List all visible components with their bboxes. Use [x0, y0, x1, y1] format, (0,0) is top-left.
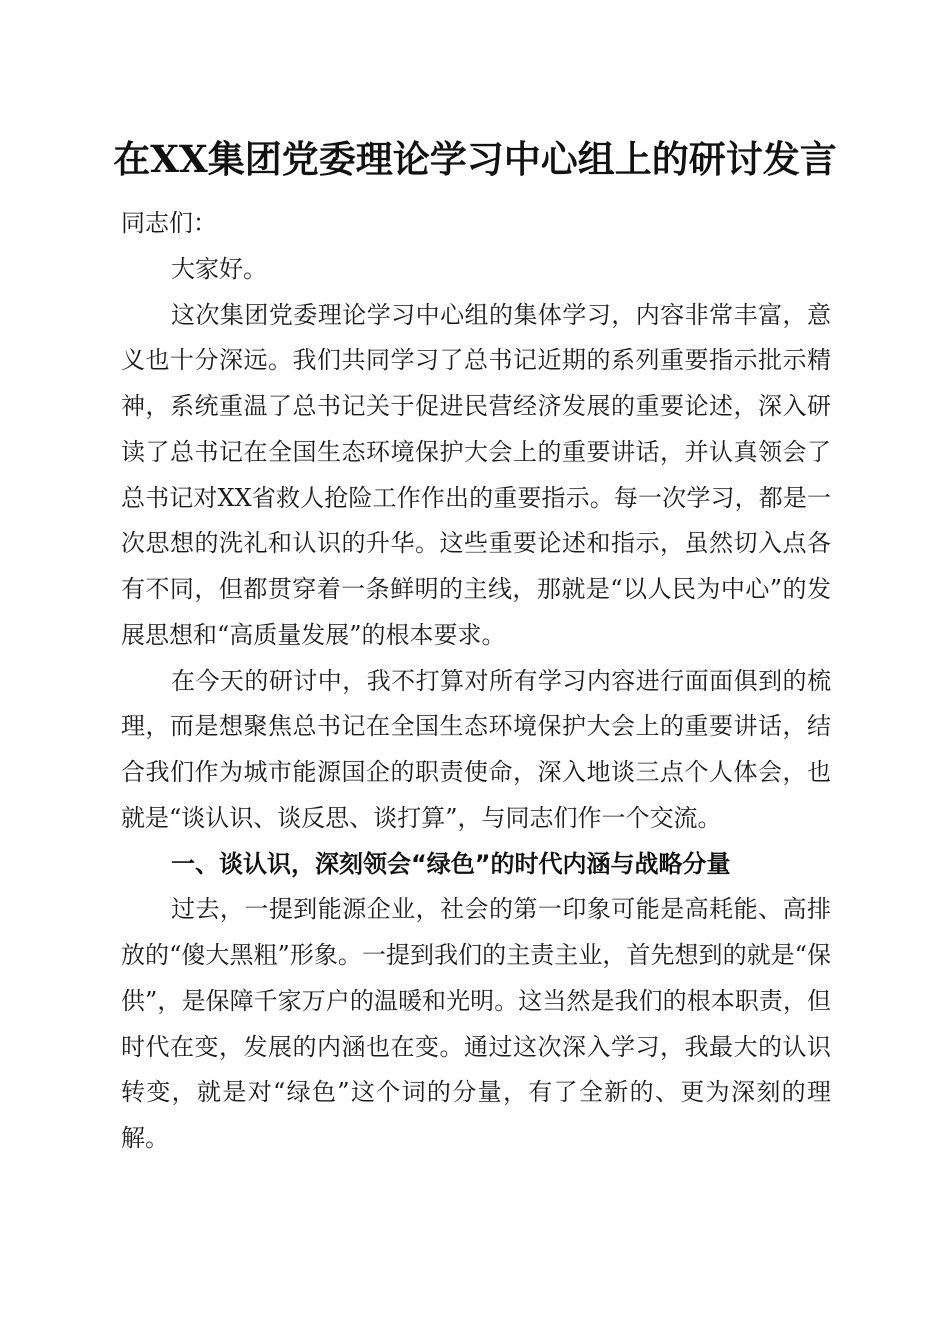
document-body	[121, 201, 831, 1162]
paragraph-intro: 这次集团党委理论学习中心组的集体学习，内容非常丰富，意义也十分深远。我们共同学习了总书记近期的系列重要指示批示精神，系统重温了总书记关于促进民营经济发展的重要论述，深入研读了总书记在全国生态环境保护大会上的重要讲话，并认真领会了总书记对XX省救人抢险工作作出的重要指示。每一次学习，都是一次思想的洗礼和认识的升华。这些重要论述和指示，虽然切入点各有不同，但都贯穿着一条鲜明的主线，那就是“以人民为中心”的发展思想和“高质量发展”的根本要求。	[121, 300, 831, 649]
section-1-paragraph: 过去，一提到能源企业，社会的第一印象可能是高耗能、高排放的“傻大黑粗”形象。一提到我们的主责主业，首先想到的就是“保供”，是保障千家万户的温暖和光明。这当然是我们的根本职责，但时代在变，发展的内涵也在变。通过这次深入学习，我最大的认识转变，就是对“绿色”这个词的分量，有了全新的、更为深刻的理解。	[121, 895, 831, 1152]
section-heading-1: 一、谈认识，深刻领会“绿色”的时代内涵与战略分量	[171, 849, 731, 878]
salutation: 同志们：	[121, 209, 217, 237]
paragraph-focus: 在今天的研讨中，我不打算对所有学习内容进行面面俱到的梳理，而是想聚焦总书记在全国生态环境保护大会上的重要讲话，结合我们作为城市能源国企的职责使命，深入地谈三点个人体会，也就是“谈认识、谈反思、谈打算”，与同志们作一个交流。	[121, 666, 831, 832]
document-title: 在XX集团党委理论学习中心组上的研讨发言	[113, 137, 837, 181]
greeting: 大家好。	[171, 254, 267, 283]
